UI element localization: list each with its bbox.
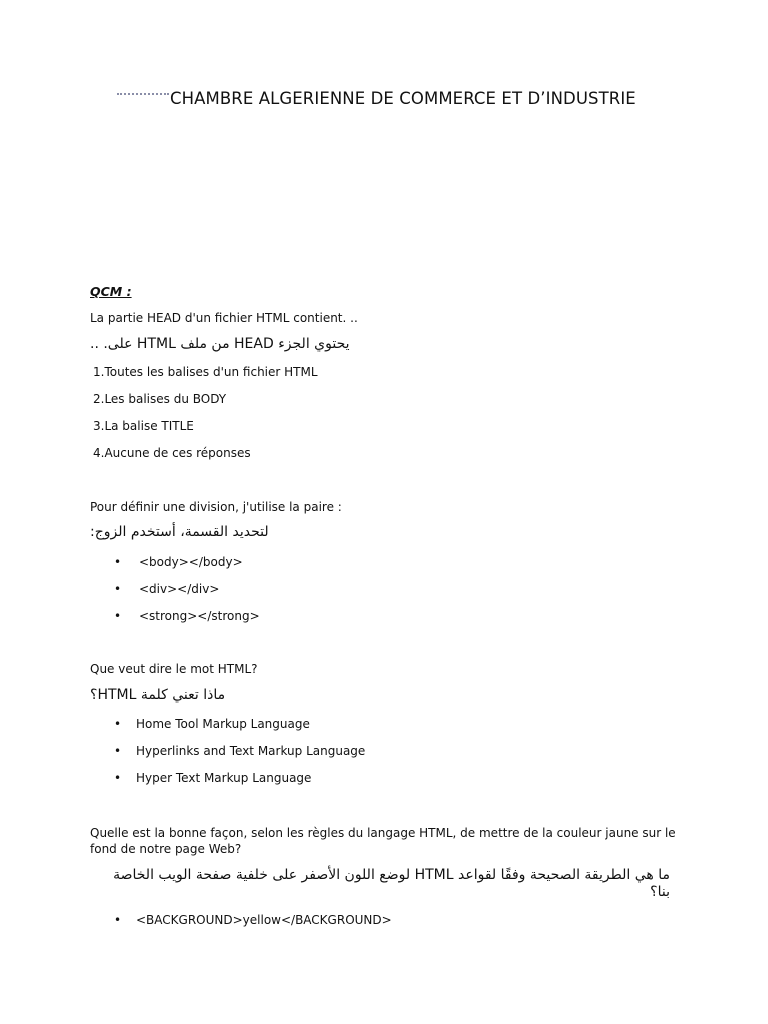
question-2-option-3: [114, 609, 260, 623]
decorative-dotted-line: [117, 93, 169, 95]
question-1-option-1: 1.Toutes les balises d'un fichier HTML: [93, 365, 318, 379]
option-text: Hyper Text Markup Language: [136, 771, 312, 785]
bullet-icon: •: [114, 609, 122, 623]
bullet-icon: •: [114, 717, 122, 731]
question-4-french: Quelle est la bonne façon, selon les règles du langage HTML, de mettre de la couleur jaune sur le fond de notre page Web?: [90, 826, 676, 856]
question-2-french: Pour définir une division, j'utilise la paire :: [90, 500, 342, 514]
question-1-arabic: يحتوي الجزء HEAD من ملف HTML على. ..: [90, 336, 350, 352]
document-title: CHAMBRE ALGERIENNE DE COMMERCE ET D’INDUSTRIE: [170, 89, 636, 108]
question-4-arabic: ما هي الطريقة الصحيحة وفقًا لقواعد HTML لوضع اللون الأصفر على خلفية صفحة الويب الخاصة بنا؟: [113, 867, 670, 900]
option-text: <body></body>: [139, 555, 243, 569]
question-3-option-2: [114, 744, 365, 758]
option-text: <strong></strong>: [139, 609, 260, 623]
qcm-heading: QCM :: [90, 284, 132, 299]
question-1-option-3: 3.La balise TITLE: [93, 419, 194, 433]
question-3-option-1: [114, 717, 310, 731]
question-1-french: La partie HEAD d'un fichier HTML contient. ..: [90, 311, 358, 325]
option-text: <BACKGROUND>yellow</BACKGROUND>: [136, 913, 392, 927]
question-2-option-2: [114, 582, 219, 596]
option-text: Hyperlinks and Text Markup Language: [136, 744, 366, 758]
option-text: Home Tool Markup Language: [136, 717, 310, 731]
bullet-icon: •: [114, 913, 122, 927]
question-2-option-1: [114, 555, 243, 569]
question-3-french: Que veut dire le mot HTML?: [90, 662, 258, 676]
question-1-option-2: 2.Les balises du BODY: [93, 392, 227, 406]
question-1-option-4: 4.Aucune de ces réponses: [93, 446, 251, 460]
question-3-option-3: [114, 771, 311, 785]
bullet-icon: •: [114, 744, 122, 758]
bullet-icon: •: [114, 771, 122, 785]
bullet-icon: •: [114, 555, 122, 569]
question-4-option-1: [114, 913, 392, 927]
bullet-icon: •: [114, 582, 122, 596]
option-text: <div></div>: [139, 582, 220, 596]
question-3-arabic: ماذا تعني كلمة HTML؟: [90, 687, 226, 703]
question-2-arabic: لتحديد القسمة، أستخدم الزوج:: [90, 524, 269, 540]
